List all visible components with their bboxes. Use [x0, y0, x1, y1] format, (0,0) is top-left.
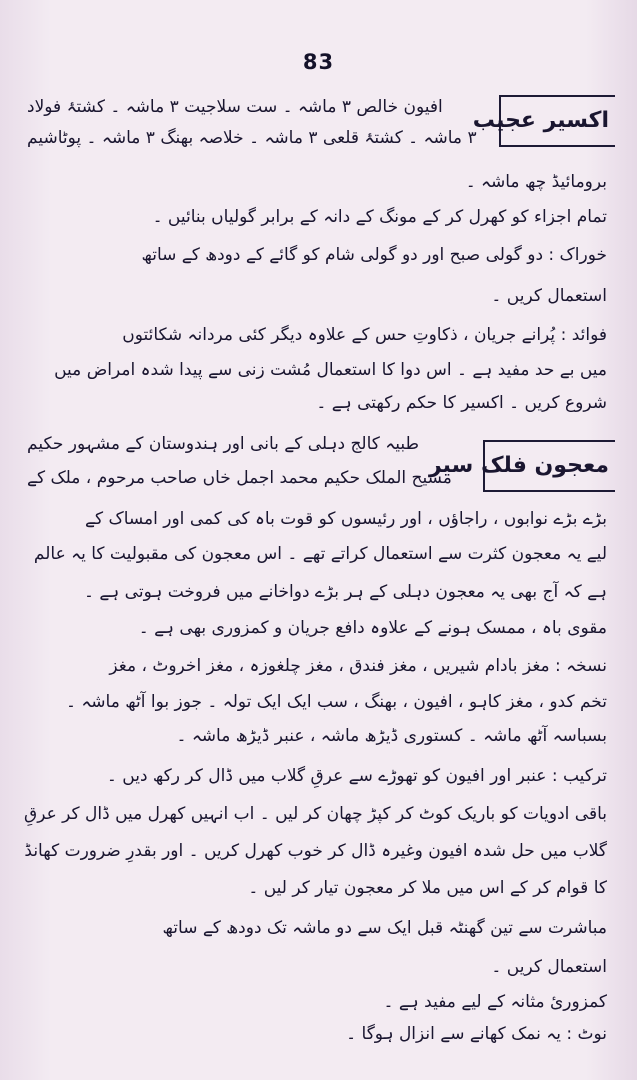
page-number: 83	[302, 50, 335, 74]
text-line: استعمال کریں ۔	[491, 957, 607, 977]
text-line: گلاب میں حل شدہ افیون وغیرہ ڈال کر خوب کھرل کریں ۔ اور بقدرِ ضرورت کھانڈ	[24, 841, 607, 861]
text-line: فوائد : پُرانے جریان ، ذکاوتِ حس کے علاوہ دیگر کئی مردانہ شکائتوں	[122, 325, 607, 345]
text-line: مسیح الملک حکیم محمد اجمل خاں صاحب مرحوم ، ملک کے	[27, 468, 452, 488]
text-line: کمزوریٔ مثانہ کے لیے مفید ہے ۔	[383, 992, 607, 1012]
text-line: نوٹ : یہ نمک کھانے سے انزال ہوگا ۔	[346, 1024, 607, 1044]
text-line: بسباسہ آٹھ ماشہ ۔ کستوری ڈیڑھ ماشہ ، عنبر ڈیڑھ ماشہ ۔	[176, 726, 607, 746]
text-line: شروع کریں ۔ اکسیر کا حکم رکھتی ہے ۔	[316, 393, 607, 413]
text-line: طبیہ کالج دہلی کے بانی اور ہندوستان کے مشہور حکیم	[27, 434, 420, 454]
text-line: لیے یہ معجون کثرت سے استعمال کراتے تھے ۔ اس معجون کی مقبولیت کا یہ عالم	[33, 544, 607, 564]
text-line: کا قوام کر کے اس میں ملا کر معجون تیار کر لیں ۔	[248, 878, 607, 898]
text-line: افیون خالص ۳ ماشہ ۔ ست سلاجیت ۳ ماشہ ۔ کشتۂ فولاد	[27, 97, 443, 117]
text-line: بڑے بڑے نوابوں ، راجاؤں ، اور رئیسوں کو قوت باہ کی کمی اور امساک کے	[85, 509, 607, 529]
text-line: باقی ادویات کو باریک کوٹ کر کپڑ چھان کر لیں ۔ اب انہیں کھرل میں ڈال کر عرقِ	[24, 804, 607, 824]
text-line: مباشرت سے تین گھنٹہ قبل ایک سے دو ماشہ تک دودھ کے ساتھ	[162, 918, 607, 938]
text-line: تمام اجزاء کو کھرل کر کے مونگ کے دانہ کے برابر گولیاں بنائیں ۔	[152, 207, 607, 227]
section-heading-majoon-falak-sair: معجون فلک سیر	[483, 440, 615, 492]
text-line: ترکیب : عنبر اور افیون کو تھوڑے سے عرقِ گلاب میں ڈال کر رکھ دیں ۔	[106, 766, 607, 786]
text-line: ہے کہ آج بھی یہ معجون دہلی کے ہر بڑے دواخانے میں فروخت ہوتی ہے ۔	[83, 582, 607, 602]
text-line: برومائیڈ چھ ماشہ ۔	[465, 172, 607, 192]
text-line: نسخہ : مغز بادام شیریں ، مغز فندق ، مغز چلغوزہ ، مغز اخروٹ ، مغز	[109, 656, 607, 676]
text-line: خوراک : دو گولی صبح اور دو گولی شام کو گائے کے دودھ کے ساتھ	[141, 245, 607, 265]
text-line: استعمال کریں ۔	[491, 286, 607, 306]
text-line: میں بے حد مفید ہے ۔ اس دوا کا استعمال مُشت زنی سے پیدا شدہ امراض میں	[54, 360, 607, 380]
text-line: تخم کدو ، مغز کاہو ، افیون ، بھنگ ، سب ایک ایک تولہ ۔ جوز بوا آٹھ ماشہ ۔	[65, 692, 607, 712]
section-heading-akseer-ajeeb: اکسیر عجیب	[499, 95, 615, 147]
text-line: مقوی باہ ، ممسک ہونے کے علاوہ دافع جریان و کمزوری بھی ہے ۔	[138, 618, 607, 638]
text-line: ۳ ماشہ ۔ کشتۂ قلعی ۳ ماشہ ۔ خلاصہ بھنگ ۳ ماشہ ۔ پوٹاشیم	[27, 128, 477, 148]
